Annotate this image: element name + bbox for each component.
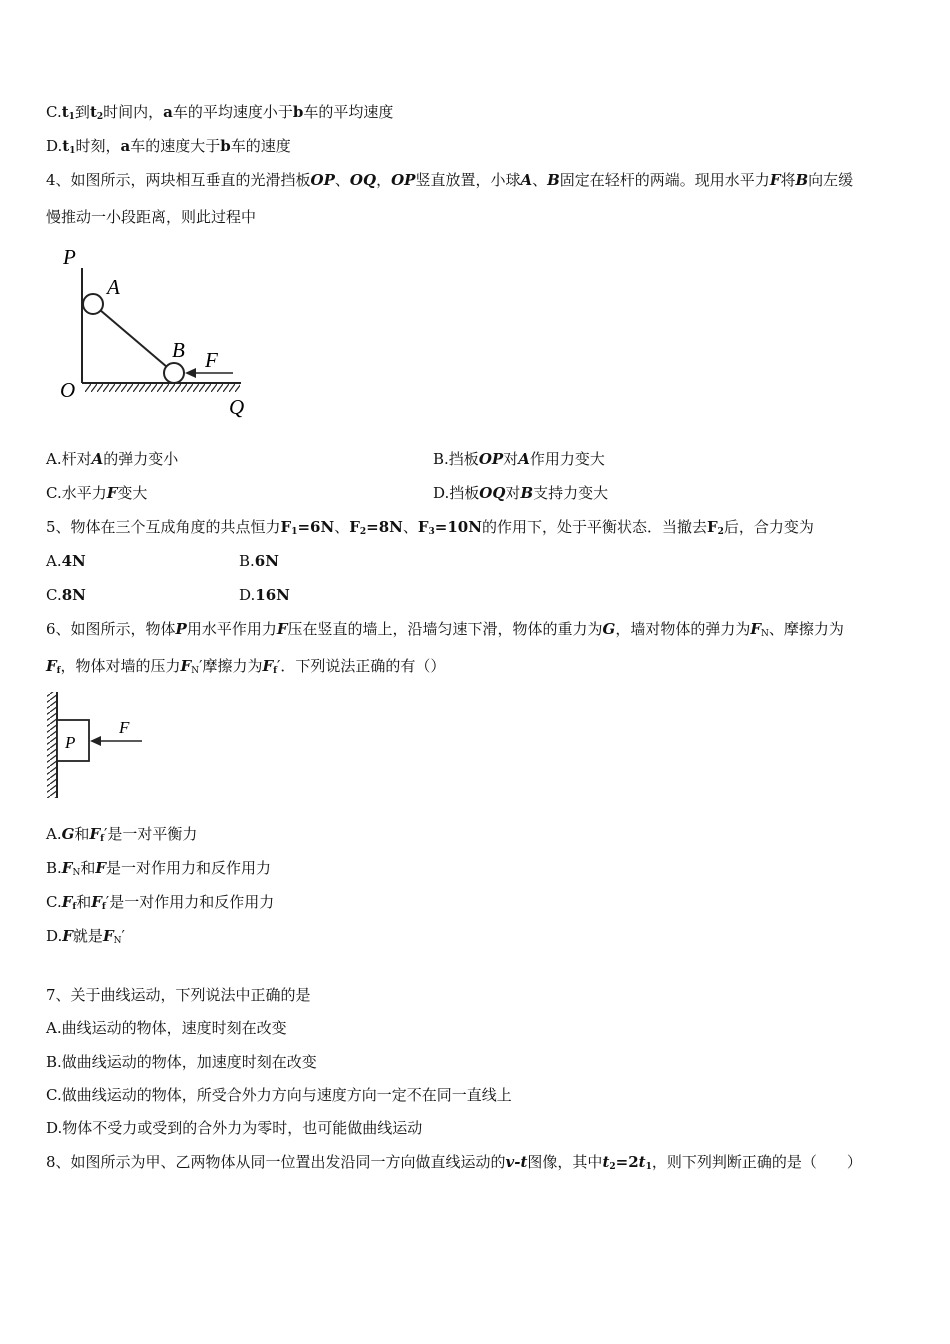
q6-option-d: D.F就是$F_N'$ [46,927,125,946]
ball-a [83,294,103,314]
q4-option-c: C.水平力F变大 [46,484,148,502]
light-rod [93,304,174,373]
q4-stem-line2: 慢推动一小段距离，则此过程中 [46,208,257,226]
label-o: O [60,378,76,402]
q3-option-d: $D.t_1$时刻，a车的速度大于b车的速度 [46,137,291,156]
q7-option-b: B.做曲线运动的物体，加速度时刻在改变 [46,1053,317,1071]
label-p: P [63,245,76,269]
q6-option-c: $C.F_f$和$F_f'$是一对作用力和反作用力 [46,893,275,912]
q7-option-d: D.物体不受力或受到的合外力为零时，也可能做曲线运动 [46,1119,423,1137]
label-a: A [107,275,120,299]
q4-option-d: D.挡板OQ对B支持力变大 [433,484,609,502]
q6-option-a: A.G和$F_f'$是一对平衡力 [46,825,198,844]
force-f-arrowhead [185,368,196,378]
q3-option-c: $C.t_1$到$t_2$时间内，a车的平均速度小于b车的平均速度 [46,103,394,122]
floor-hatch [85,384,240,392]
q5-option-a: A.4N [46,552,86,570]
q6-stem-line1: 6、如图所示，物体P用水平作用力F压在竖直的墙上，沿墙匀速下滑，物体的重力为G，墙对物体的弹力为$F_N$、摩擦力为 [46,620,844,639]
q5-option-c: C.8N [46,586,86,604]
q5-option-b: B.6N [239,552,279,570]
q6-figure [42,688,152,803]
q4-option-a: A.杆对A的弹力变小 [46,450,179,468]
q7-option-c: C.做曲线运动的物体，所受合外力方向与速度方向一定不在同一直线上 [46,1086,512,1104]
q5-stem: 5、物体在三个互成角度的共点恒力$F_1=6N$、$F_2=8N$、$F_3=10N$的作用下，处于平衡状态．当撤去$F_2$后，合力变为 [46,518,814,537]
label-q: Q [229,395,245,419]
label-b: B [172,338,185,362]
q6-stem-line2: $F_f$，物体对墙的压力$F_N'$摩擦力为$F_f'$．下列说法正确的有（） [46,657,446,676]
q4-stem-line1: 4、如图所示，两块相互垂直的光滑挡板OP、OQ，OP竖直放置，小球A、B固定在轻杆的两端。现用水平力F将B向左缓 [46,171,854,189]
ball-b [164,363,184,383]
q8-stem: 8、如图所示为甲、乙两物体从同一位置出发沿同一方向做直线运动的v-t图像，其中$t_2=2t_1$，则下列判断正确的是（ ） [46,1153,862,1172]
q7-option-a: A.曲线运动的物体，速度时刻在改变 [46,1019,287,1037]
wall-hatch [47,692,57,798]
label-p: P [65,733,76,752]
label-f: F [205,348,218,372]
q4-figure [55,240,255,425]
q5-option-d: D.16N [239,586,290,604]
q6-option-b: $B.F_N$和F是一对作用力和反作用力 [46,859,272,878]
label-f: F [119,718,130,737]
q7-stem: 7、关于曲线运动，下列说法中正确的是 [46,986,311,1004]
force-f-arrowhead [90,736,101,746]
q4-option-b: B.挡板OP对A作用力变大 [433,450,605,468]
